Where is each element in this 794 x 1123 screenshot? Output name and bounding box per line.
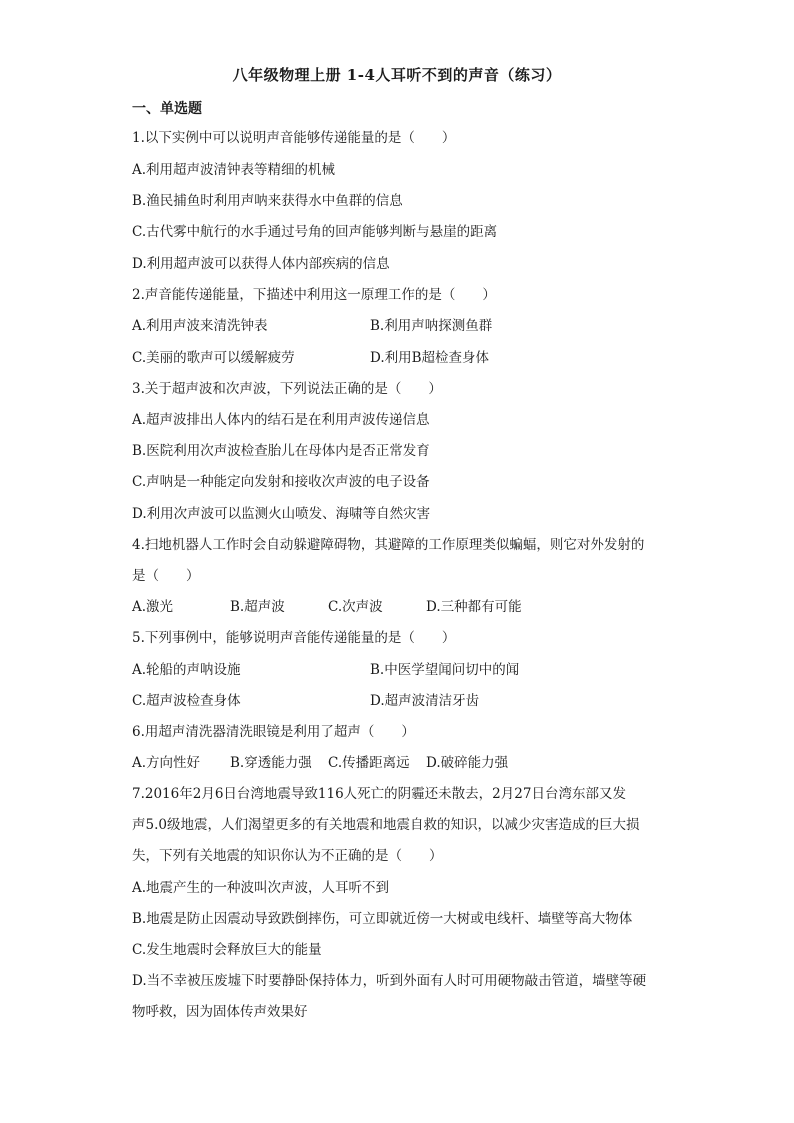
question-7-stem-line-2: 声5.0级地震，人们渴望更多的有关地震和地震自救的知识，以减少灾害造成的巨大损	[132, 817, 640, 833]
question-3-option-c: C.声呐是一种能定向发射和接收次声波的电子设备	[132, 474, 430, 490]
question-7-option-d-line-1: D.当不幸被压废墟下时要静卧保持体力，听到外面有人时可用硬物敲击管道，墙壁等硬	[132, 973, 647, 989]
question-7-option-b: B.地震是防止因震动导致跌倒摔伤，可立即就近傍一大树或电线杆、墙壁等高大物体	[132, 911, 633, 927]
question-3-option-a: A.超声波排出人体内的结石是在利用声波传递信息	[132, 412, 430, 428]
question-1-option-a: A.利用超声波清钟表等精细的机械	[132, 162, 336, 178]
question-4-option-c: C.次声波	[328, 599, 383, 615]
question-6-option-b: B.穿透能力强	[230, 755, 312, 771]
section-heading: 一、单选题	[132, 101, 202, 117]
question-4-option-b: B.超声波	[230, 599, 285, 615]
question-1-option-b: B.渔民捕鱼时利用声呐来获得水中鱼群的信息	[132, 193, 403, 209]
question-7-option-d-line-2: 物呼救，因为固体传声效果好	[132, 1004, 308, 1020]
question-6-option-d: D.破碎能力强	[426, 755, 509, 771]
page-title: 八年级物理上册 1-4人耳听不到的声音（练习）	[232, 66, 562, 84]
question-2-option-c: C.美丽的歌声可以缓解疲劳	[132, 350, 295, 366]
question-2-stem: 2.声音能传递能量，下描述中利用这一原理工作的是（ ）	[132, 287, 496, 303]
question-1-option-d: D.利用超声波可以获得人体内部疾病的信息	[132, 256, 390, 272]
question-5-option-b: B.中医学望闻问切中的闻	[370, 662, 520, 678]
question-6-option-a: A.方向性好	[132, 755, 201, 771]
question-5-option-a: A.轮船的声呐设施	[132, 662, 241, 678]
question-4-stem-line-1: 4.扫地机器人工作时会自动躲避障碍物，其避障的工作原理类似蝙蝠，则它对外发射的	[132, 537, 645, 553]
question-6-option-c: C.传播距离远	[328, 755, 410, 771]
question-1-option-c: C.古代雾中航行的水手通过号角的回声能够判断与悬崖的距离	[132, 224, 498, 240]
question-7-option-a: A.地震产生的一种波叫次声波，人耳听不到	[132, 880, 390, 896]
question-1-stem: 1.以下实例中可以说明声音能够传递能量的是（ ）	[132, 130, 456, 146]
question-5-stem: 5.下列事例中，能够说明声音能传递能量的是（ ）	[132, 630, 456, 646]
question-2-option-d: D.利用B超检查身体	[370, 350, 490, 366]
question-5-option-c: C.超声波检查身体	[132, 693, 241, 709]
question-5-option-d: D.超声波清洁牙齿	[370, 693, 480, 709]
question-4-option-d: D.三种都有可能	[426, 599, 522, 615]
question-6-stem: 6.用超声清洗器清洗眼镜是利用了超声（ ）	[132, 724, 415, 740]
question-7-option-c: C.发生地震时会释放巨大的能量	[132, 942, 322, 958]
question-3-option-d: D.利用次声波可以监测火山喷发、海啸等自然灾害	[132, 506, 431, 522]
question-7-stem-line-3: 失，下列有关地震的知识你认为不正确的是（ ）	[132, 848, 443, 864]
question-2-option-a: A.利用声波来清洗钟表	[132, 318, 268, 334]
question-3-option-b: B.医院利用次声波检查胎儿在母体内是否正常发育	[132, 443, 430, 459]
question-2-option-b: B.利用声呐探测鱼群	[370, 318, 493, 334]
question-4-option-a: A.激光	[132, 599, 174, 615]
question-7-stem-line-1: 7.2016年2月6日台湾地震导致116人死亡的阴霾还未散去，2月27日台湾东部又发	[132, 786, 626, 802]
question-3-stem: 3.关于超声波和次声波，下列说法正确的是（ ）	[132, 381, 442, 397]
question-4-stem-line-2: 是（ ）	[132, 568, 200, 584]
